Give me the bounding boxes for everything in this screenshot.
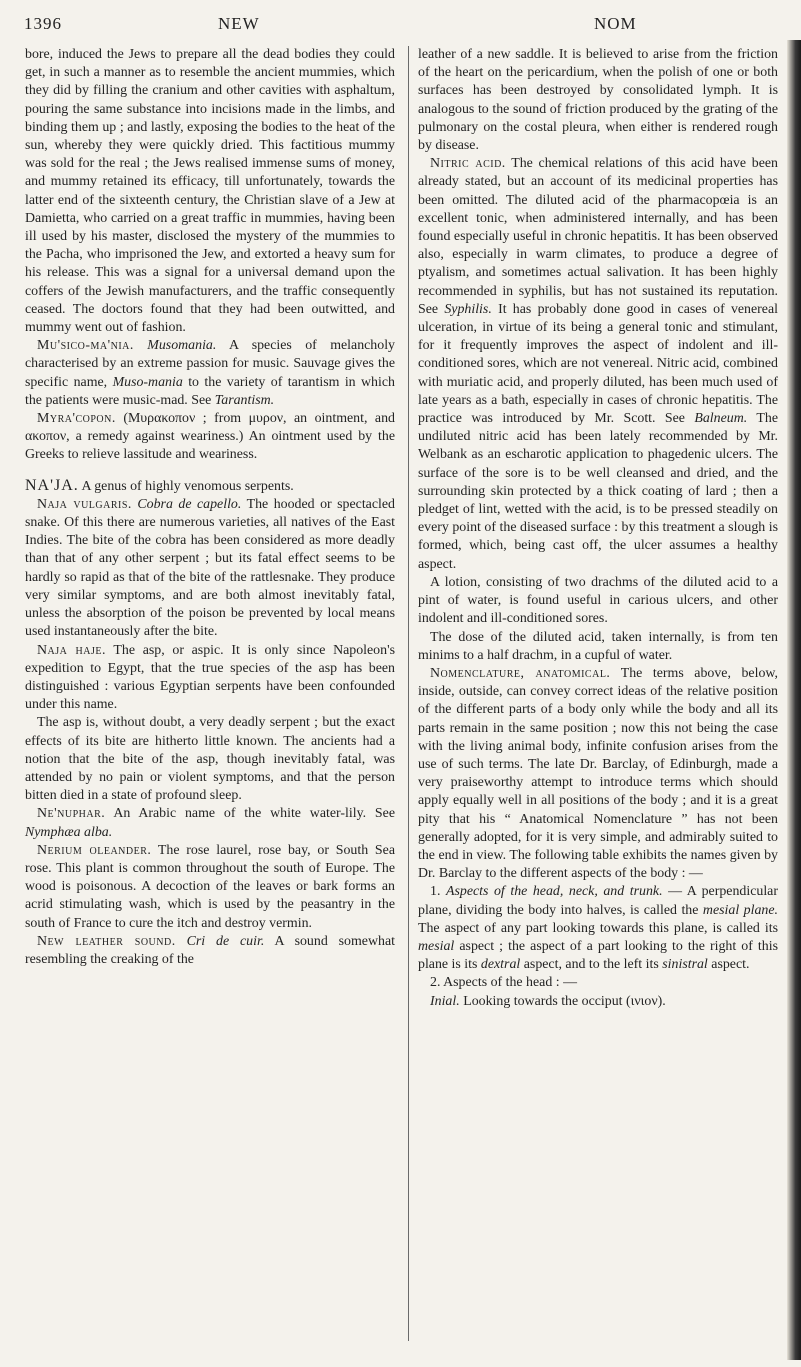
entry-term: New leather sound. — [37, 933, 176, 949]
entry-text: (Μυρακοπον ; from μυρον, an ointment, and ακοπον, a remedy against weariness.) An ointment used by the Greeks to relieve lassitude and weariness. — [25, 411, 395, 463]
entry-italic: Cri de cuir. — [186, 933, 265, 949]
entry-musicomania — [25, 337, 395, 410]
entry-term: Naja haje. — [37, 642, 106, 658]
entry-text: A species of melancholy characterised by an extreme passion for music. Sauvage gives the specific name, — [25, 338, 395, 390]
item-text: aspect ; the aspect of a part looking to the right of this plane is its — [418, 938, 778, 973]
entry-term: Nerium oleander. — [37, 842, 152, 858]
entry-text: The asp, or aspic. It is only since Napoleon's expedition to Egypt, that the true species of the asp has been distinguished : various Egyptian serpents have been confounded under this name. — [25, 642, 395, 713]
item-text: aspect. — [711, 957, 750, 973]
item-heading: Aspects of the head, neck, and trunk. — [445, 884, 663, 900]
entry-nenuphar — [25, 805, 395, 841]
page-number: 1396 — [24, 14, 62, 33]
left-column — [25, 46, 395, 969]
entry-text: The undiluted nitric acid has been lately recommended by Mr. Welbank as an escharotic application to phagedenic ulcers. The surface of the sore is to be well cleansed and dried, and the surrounding skin protected by a thick coating of lard ; then a pledget of lint, wetted with the acid, is to be pressed steadily on every point of the diseased surface : by this treatment a slough is formed, which, being cast off, the ulcer assumes a healthy aspect. — [418, 411, 778, 572]
running-header — [24, 14, 794, 42]
entry-text: The hooded or spectacled snake. Of this there are numerous varieties, all natives of the East Indies. The bite of the cobra has been considered as more deadly than that of any other serpent ; but its fatal effect seems to be hardly so rapid as that of the bite of the rattlesnake. They produce very similar symptoms, and are both almost inevitably fatal, unless the absorption of the poison be prevented by local means used instantaneously after the bite. — [25, 496, 395, 640]
entry-text: The rose laurel, rose bay, or South Sea rose. This plant is common throughout the south of Europe. The wood is poisonous. A decoction of the leaves or bark forms an acrid stimulating wash, which is used by the peasantry in the south of France to cure the itch and destroy vermin. — [25, 842, 395, 931]
entry-text: A sound somewhat resembling the creaking of the — [25, 933, 395, 967]
item-text: Looking towards the occiput (ινιον). — [463, 993, 666, 1009]
entry-text: It has probably done good in cases of venereal ulceration, in virtue of its being a general tonic and stimulant, for it frequently improves the aspect of indolent and ill-conditioned sores, which are not venereal. Nitric acid, combined with muriatic acid, and properly diluted, has been much used of late years as a bath, especially in cases of chronic hepatitis. The practice was introduced by Mr. Scott. See — [418, 301, 778, 427]
item-italic: mesial — [418, 938, 455, 954]
entry-naja-vulgaris — [25, 496, 395, 642]
entry-term: Nitric acid. — [430, 156, 506, 172]
item-number: 1. — [430, 884, 441, 900]
item-italic: Inial. — [430, 993, 460, 1009]
entry-text: to the variety of tarantism in which the patients were music-mad. See — [25, 374, 395, 408]
item-dash: — — [668, 884, 682, 900]
cross-reference: Balneum. — [694, 411, 748, 427]
cross-reference: Syphilis. — [444, 301, 492, 317]
entry-text: The chemical relations of this acid have been already stated, but an account of its medicinal properties has been omitted. The diluted acid of the pharmacopœia is an excellent tonic, when administered internally, and has been found especially useful in chronic hepatitis. It has been observed also, especially in warm climates, to produce a degree of ptyalism, and sometimes actual salivation. It has been highly recommended in syphilis, but has not sustained its reputation. See — [418, 156, 778, 317]
page-edge-shadow — [787, 40, 801, 1360]
entry-term: Mu'sico-ma'nia. — [37, 338, 134, 354]
entry-term: Nomenclature, anatomical. — [430, 665, 611, 681]
entry-italic: Cobra de capello. — [137, 496, 242, 512]
aspect-item-1 — [418, 883, 778, 974]
aspect-item-inial — [418, 993, 778, 1011]
item-italic: mesial plane. — [702, 902, 778, 918]
column-rule — [408, 46, 409, 1341]
mummy-continuation: bore, induced the Jews to prepare all the dead bodies they could get, in such a manner as to resemble the ancient mummies, which they did by filling the cranium and other cavities with asphaltum, pouring the same substance into incisions made in the limbs, and binding them up ; and lastly, exposing the bodies to the heat of the sun, whereby they were quickly dried. This factitious mummy was sold for the real ; the Jews realised immense sums of money, and mummy retained its efficacy, till unfortunately, towards the latter end of the sixteenth century, the Christian slave of a Jew at Damietta, who carried on a great traffic in mummies, having been ill used by his master, disclosed the mystery of the mummies to the Pacha, who imprisoned the Jew, and extorted a heavy sum for his release. This was a signal for a universal demand upon the coffers of the Jewish manufacturers, and the traffic consequently ceased. The doctors found that they had been outwitted, and mummy went out of fashion. — [25, 47, 395, 336]
right-column — [418, 46, 778, 1011]
left-running-head: NEW — [218, 14, 260, 33]
entry-term: Myra'copon. — [37, 411, 116, 427]
cross-reference: Nymphæa alba. — [25, 824, 113, 840]
entry-text: An Arabic name of the white water-lily. See — [113, 806, 395, 822]
entry-text: The terms above, below, inside, outside, can convey correct ideas of the relative position of the different parts of a body only while the body and all its parts remain in the same position ; now this not being the case with the living animal body, infinite confusion arises from the use of such terms. The late Dr. Barclay, of Edinburgh, made a very praiseworthy attempt to introduce terms which should apply equally well in all positions of the body ; and it is a great pity that his “ Anatomical Nomenclature ” has not been generally adopted, for it is very simple, and admirably suited to the end in view. The following table exhibits the names given by Dr. Barclay to the different aspects of the body : — — [418, 665, 778, 882]
entry-term: NA'JA. — [25, 476, 79, 494]
item-text: A perpendicular plane, dividing the body into halves, is called the — [418, 884, 778, 918]
item-italic: dextral — [480, 957, 521, 973]
entry-nomenclature — [418, 665, 778, 883]
item-italic: sinistral — [662, 957, 708, 973]
entry-myracopon — [25, 410, 395, 465]
asp-paragraph: The asp is, without doubt, a very deadly serpent ; but the exact effects of its bite are hitherto little known. The ancients had a notion that the bite of the asp, though inevitably fatal, was attended by no pain or violent symptoms, and that the person bitten died in a state of profound sleep. — [25, 715, 395, 804]
entry-term: Ne'nuphar. — [37, 806, 106, 822]
entry-new-leather-sound — [25, 933, 395, 969]
right-running-head: NOM — [594, 14, 637, 33]
entry-nerium — [25, 842, 395, 933]
entry-naja-haje — [25, 642, 395, 715]
entry-text: A genus of highly venomous serpents. — [81, 478, 294, 494]
item-text: The aspect of any part looking towards this plane, is called its — [418, 920, 778, 936]
lotion-paragraph: A lotion, consisting of two drachms of the diluted acid to a pint of water, is found useful in carious ulcers, and other indolent and ill-conditioned sores. — [418, 574, 778, 627]
dose-paragraph: The dose of the diluted acid, taken internally, is from ten minims to a half drachm, in a cupful of water. — [418, 629, 778, 663]
entry-naja — [25, 477, 395, 496]
entry-italic: Muso-mania — [112, 374, 183, 390]
entry-term: Naja vulgaris. — [37, 496, 132, 512]
aspect-item-2: 2. Aspects of the head : — — [430, 975, 577, 991]
entry-nitric-acid — [418, 155, 778, 574]
item-text: aspect, and to the left its — [523, 957, 659, 973]
cross-reference: Tarantism. — [214, 392, 275, 408]
new-leather-continuation: leather of a new saddle. It is believed to arise from the friction of the heart on the pericardium, when the polish of one or both surfaces has been destroyed by consolidated lymph. It is analogous to the sound of friction produced by the grating of the pulmonary on the costal pleura, when either is rendered rough by disease. — [418, 47, 778, 154]
entry-italic: Musomania. — [147, 338, 217, 354]
